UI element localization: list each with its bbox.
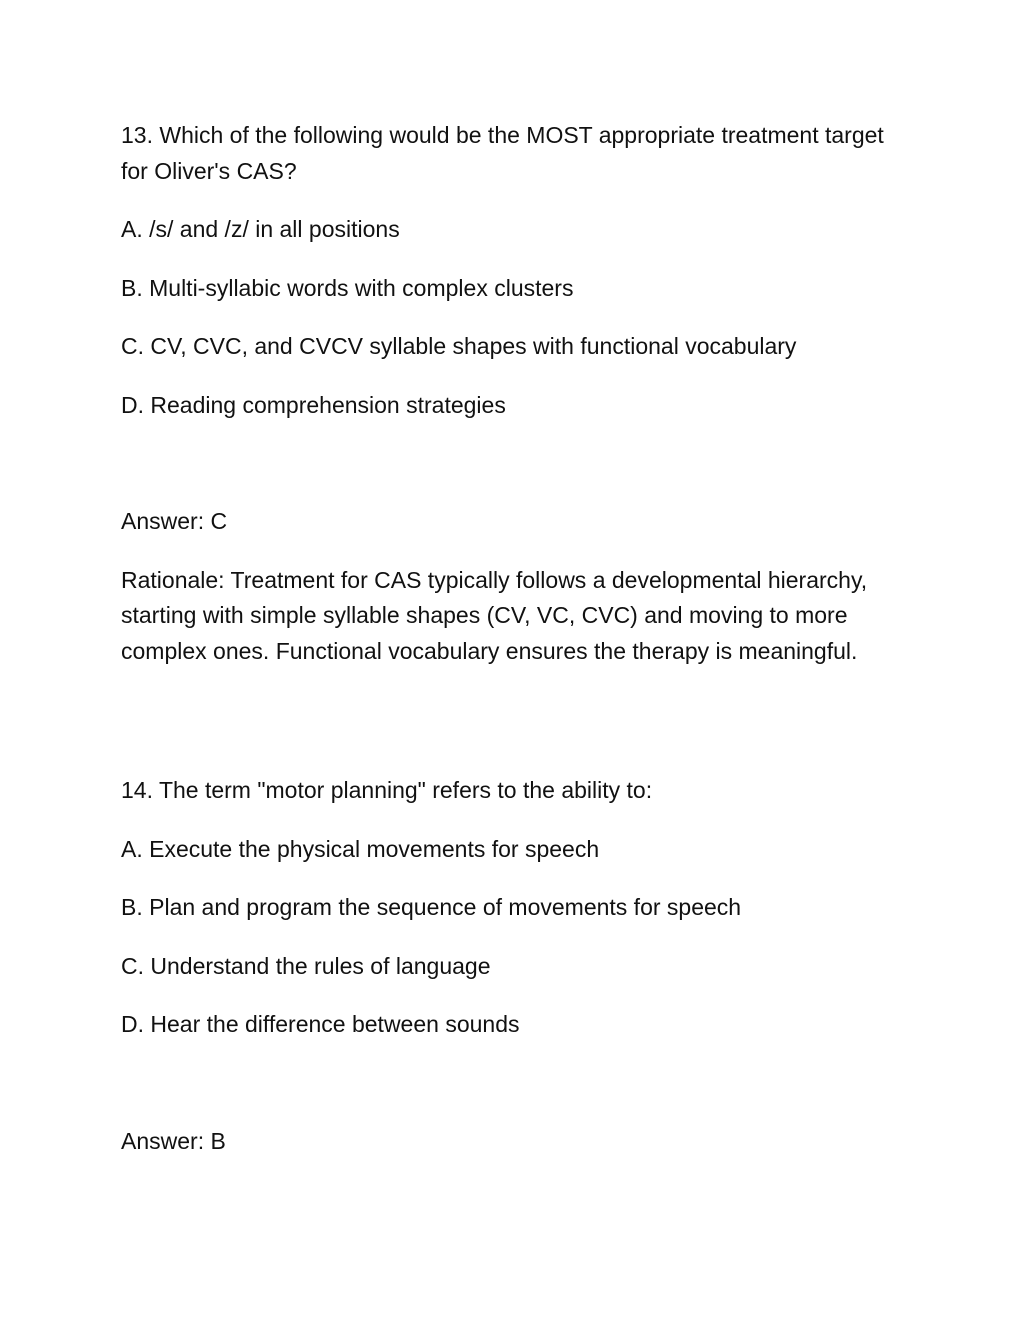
question-14-option-b: B. Plan and program the sequence of movements for speech: [121, 894, 742, 920]
question-13-text: 13. Which of the following would be the MOST appropriate treatment target for Oliver's CAS?: [121, 122, 884, 184]
question-14-option-d: D. Hear the difference between sounds: [121, 1011, 520, 1037]
question-14-text: 14. The term "motor planning" refers to the ability to:: [121, 777, 653, 803]
question-13-option-c: C. CV, CVC, and CVCV syllable shapes with functional vocabulary: [121, 333, 797, 359]
question-14-answer: Answer: B: [121, 1127, 226, 1154]
spacer: [121, 446, 901, 504]
spacer: [121, 1066, 901, 1124]
spacer: [121, 692, 901, 773]
document-page: [121, 118, 901, 1182]
question-13-option-d: D. Reading comprehension strategies: [121, 391, 506, 418]
question-14-option-a: A. Execute the physical movements for speech: [121, 835, 600, 862]
question-13-rationale: Rationale: Treatment for CAS typically follows a developmental hierarchy, starting with simple syllable shapes (CV, VC, CVC) and moving to more complex ones. Functional vocabulary ensures the therapy is meaningful.: [121, 566, 868, 664]
question-13-option-b: B. Multi-syllabic words with complex clusters: [121, 274, 574, 301]
question-13-answer: Answer: C: [121, 508, 228, 534]
question-13-option-a: A. /s/ and /z/ in all positions: [121, 216, 400, 242]
question-14-option-c: C. Understand the rules of language: [121, 952, 491, 979]
